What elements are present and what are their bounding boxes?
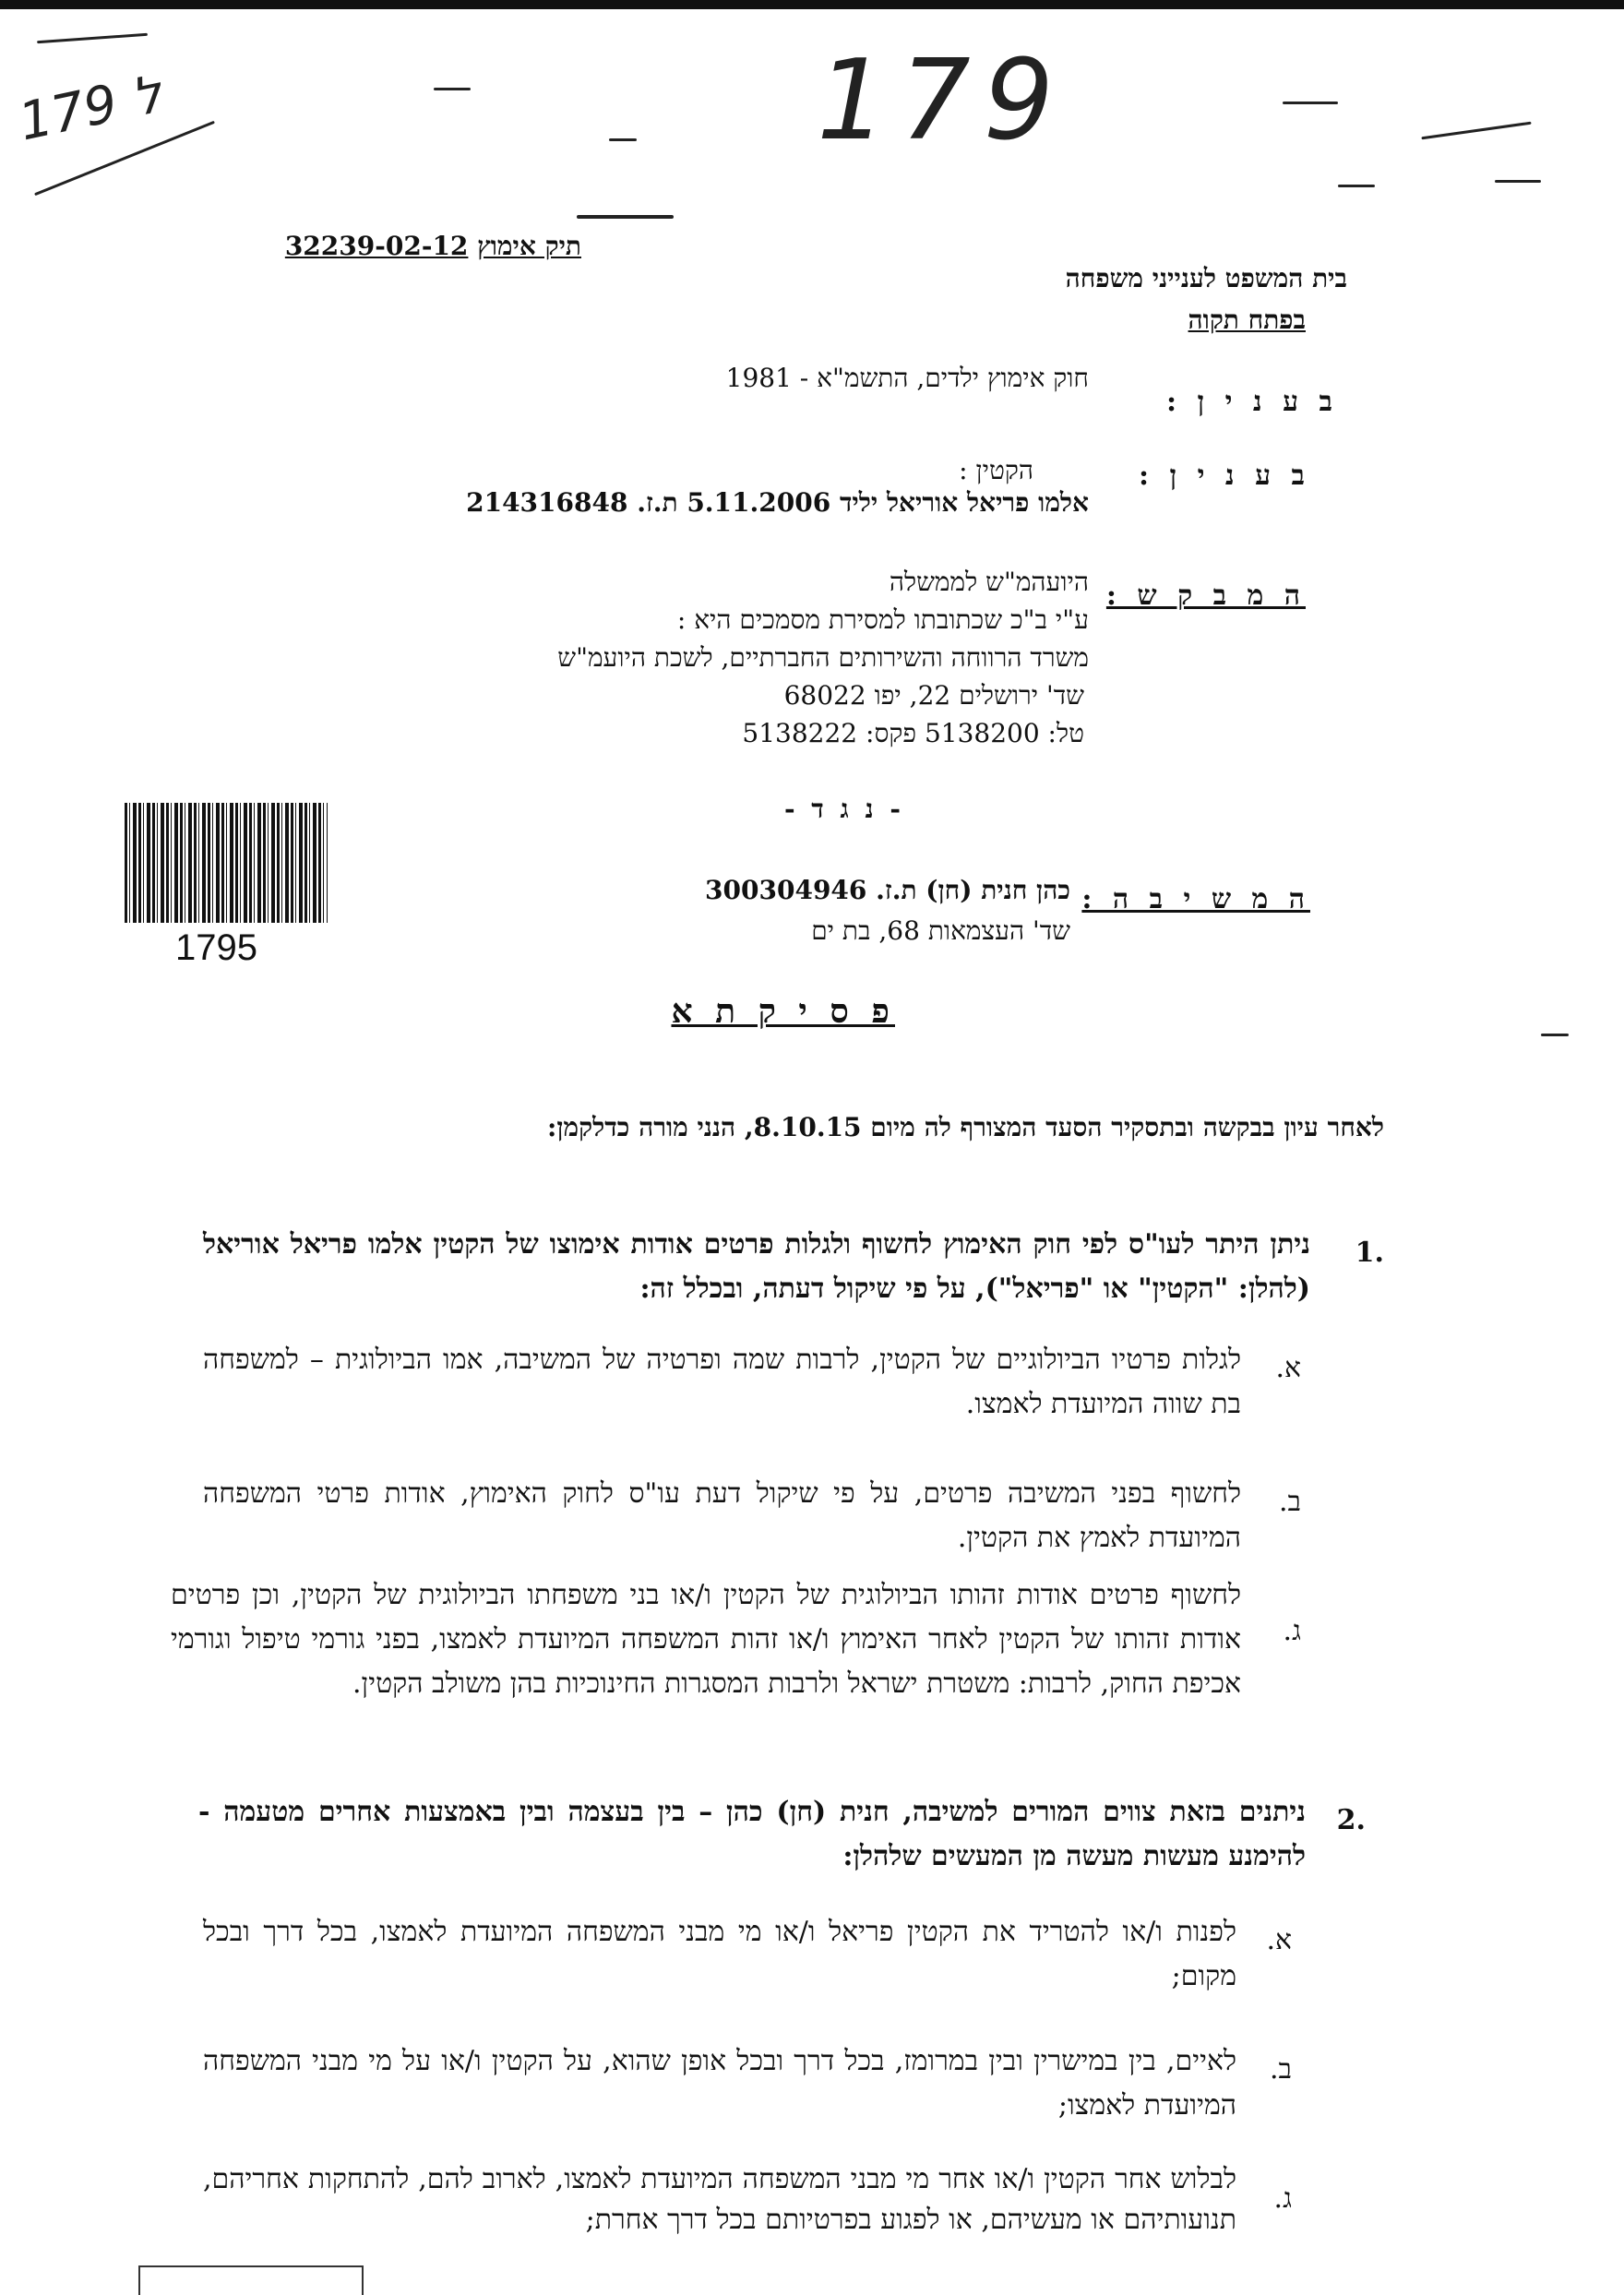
sub-item-text: לפנות ו/או להטריד את הקטין פריאל ו/או מי מבני המשפחה המיועדת לאמצו, בכל דרך ובכל מקום; [203,1916,1236,1992]
subject-label: ב ע נ י ן : [1139,460,1310,492]
ruling-title: פ ס י ק ת א [671,992,895,1031]
file-number: 32239-02-12 [284,231,469,261]
sub-item-label: ג. [1273,2182,1292,2215]
scan-mark [1283,102,1338,104]
applicant-label: ה מ ב ק ש : [1105,580,1306,612]
sub-item-text: לחשוף בפני המשיבה פרטים, על פי שיקול דעת עו"ס לחוק האימוץ, אודות פרטי המשפחה המיועדת לאמץ את הקטין. [203,1477,1241,1554]
subject-label: ב ע נ י ן : [1166,386,1338,418]
scan-box-edge [138,2265,364,2295]
item-number: .2 [1336,1804,1366,1836]
scan-mark [1541,1034,1569,1036]
barcode-number: 1795 [175,927,257,968]
versus: - נ ג ד - [783,794,904,824]
sub-item-label: ב. [1279,1486,1301,1518]
scan-mark [1338,185,1375,187]
applicant-block [557,563,1089,752]
sub-item-text: לבלוש אחר הקטין ו/או אחר מי מבני המשפחה המיועדת לאמצו, לארוב להם, להתחקות אחריהם, תנועותיהם או מעשיהם, או לפגוע בפרטיותם בכל דרך אחרת; [203,2163,1236,2236]
applicant-line: היועהמ"ש לממשלה [889,567,1089,597]
sub-item-text: לגלות פרטיו הביולוגיים של הקטין, לרבות שמה ופרטיה של המשיבה, אמו הביולוגית – למשפחה בת שווה המיועדת לאמצו. [203,1344,1241,1420]
sub-item-label: א. [1275,1352,1301,1384]
court-session: בפתח תקוה [1188,305,1306,335]
item-number: .1 [1355,1237,1384,1269]
respondent-block [705,870,1070,951]
handwritten-note: ל 179 [13,64,168,153]
intro-paragraph: לאחר עיון בבקשה ובתסקיר הסעד המצורף לה מיום 8.10.15, הנני מורה כדלקמן: [547,1112,1384,1142]
respondent-address: שד' העצמאות 68, בת ים [811,915,1070,946]
sub-item-text: לאיים, בין במישרין ובין במרומז, בכל דרך ובכל אופן שהוא, על הקטין ו/או על מי מבני המשפחה המיועדת לאמצו; [203,2045,1236,2122]
applicant-line: ע"י ב"כ שכתובתו למסירת מסמכים היא : [676,604,1089,635]
item-text: ניתן היתר לעו"ס לפי חוק האימוץ לחשוף ולגלות פרטים אודות אימוצו של הקטין אלמו פריאל אוריאל (להלן: "הקטין" או "פריאל"), על פי שיקול דעתה, ובכלל זה: [203,1228,1310,1305]
barcode [125,803,328,923]
applicant-line: משרד הרווחה והשירותים החברתיים, לשכת היועמ"ש [557,642,1089,673]
scan-edge-top [0,0,1624,24]
applicant-line: טל: 5138200 פקס: 5138222 [742,718,1084,748]
respondent-name: כהן חנית (חן) ת.ז. 300304946 [705,875,1070,905]
file-label: תיק אימוץ [477,231,581,261]
sub-item-label: ג. [1283,1615,1301,1647]
scan-mark [1495,180,1541,183]
scan-mark [609,138,637,141]
respondent-label: ה מ ש י ב ה : [1081,883,1310,915]
scan-mark [577,215,674,219]
scan-mark [37,33,148,43]
item-text: ניתנים בזאת צווים המורים למשיבה, חנית (חן) כהן – בין בעצמה ובין באמצעות אחרים מטעמה - להימנע מעשות מעשה מן המעשים שלהלן: [198,1796,1306,1872]
sub-item-label: א. [1266,1924,1292,1956]
subject-text: חוק אימוץ ילדים, התשמ"א - 1981 [725,363,1089,393]
court-name: בית המשפט לענייני משפחה [1065,263,1347,293]
minor-heading: הקטין : [959,455,1033,485]
scan-mark [434,88,471,90]
minor-details: אלמו פריאל אוריאל יליד 5.11.2006 ת.ז. 214316848 [466,487,1089,518]
sub-item-text: לחשוף פרטים אודות זהותו הביולוגית של הקטין ו/או בני משפחתו הביולוגית של הקטין, וכן פרטים אודות זהותו של הקטין לאחר האימוץ ו/או זהות המשפחה המיועדת לאמצו, בפני גורמי טיפול וגורמי אכיפת החוק, לרבות: משטרת ישראל ולרבות המסגרות החינוכיות בהן משולב הקטין. [171,1579,1241,1700]
file-reference [285,231,581,262]
applicant-line: שד' ירושלים 22, יפו 68022 [783,680,1084,711]
sub-item-label: ב. [1270,2053,1292,2086]
scan-mark [1421,122,1531,140]
handwritten-page-number: 179 [817,37,1068,165]
